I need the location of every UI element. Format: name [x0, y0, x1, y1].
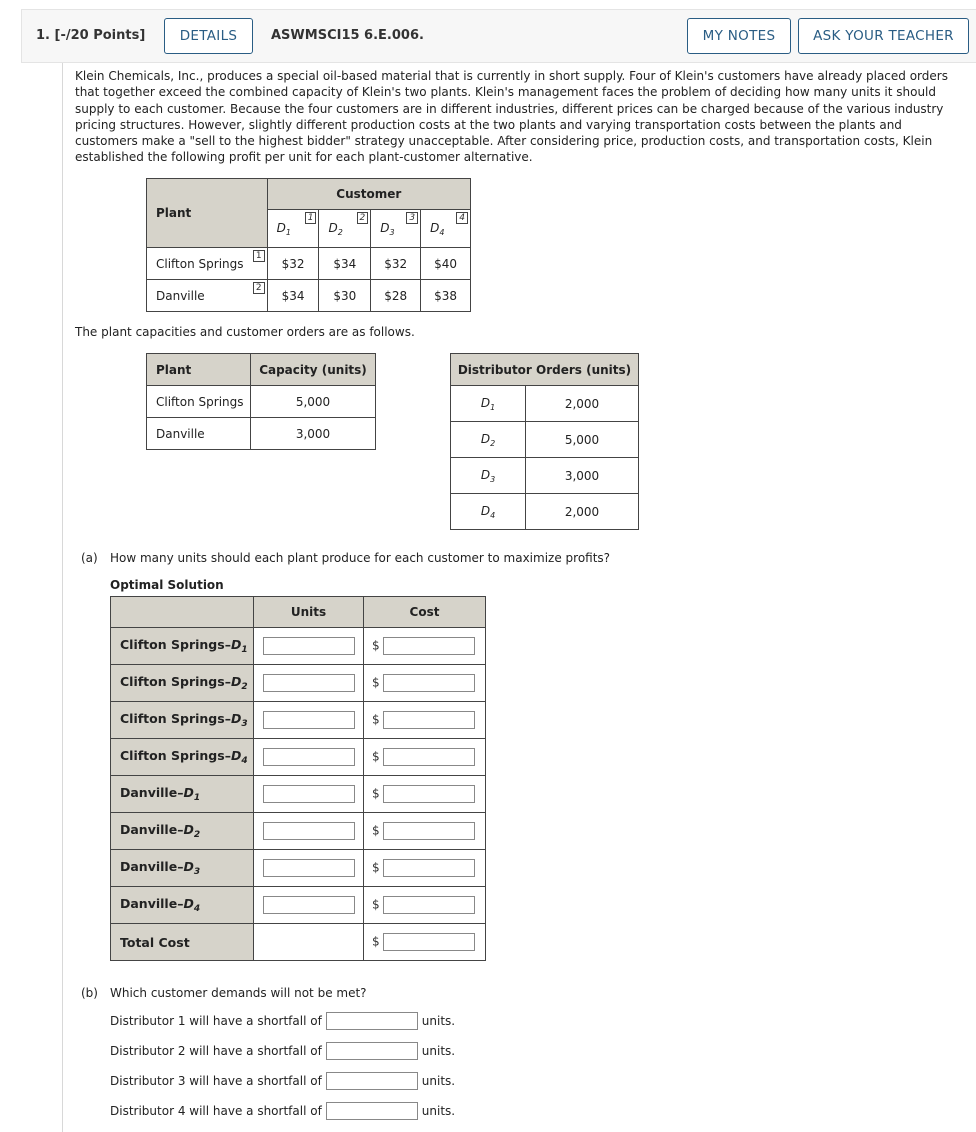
units-header: Units — [254, 597, 364, 628]
cost-input[interactable] — [383, 748, 475, 766]
left-rule — [62, 63, 63, 1132]
opt-units-cell — [254, 628, 364, 665]
orders-distributor: $D_4$ — [451, 494, 526, 530]
units-input[interactable] — [263, 785, 355, 803]
tag-1: 1 — [305, 212, 317, 224]
opt-row-label: Danville–$D_4$ — [111, 887, 254, 924]
profit-cell: $28 — [371, 280, 421, 312]
orders-table — [450, 353, 639, 530]
profit-plant-header: Plant — [147, 179, 268, 248]
units-input[interactable] — [263, 822, 355, 840]
optimal-solution-table — [110, 596, 486, 961]
opt-cost-cell: $ — [364, 776, 486, 813]
opt-corner — [111, 597, 254, 628]
part-b-question: Which customer demands will not be met? — [110, 986, 367, 1000]
units-input[interactable] — [263, 637, 355, 655]
opt-row — [111, 850, 486, 887]
opt-row — [111, 887, 486, 924]
opt-row-label: Clifton Springs–$D_2$ — [111, 665, 254, 702]
question-code: ASWMSCI15 6.E.006. — [271, 28, 424, 43]
my-notes-button[interactable]: MY NOTES — [687, 18, 791, 54]
capacities-caption: The plant capacities and customer orders are as follows. — [75, 325, 415, 339]
profit-cell: $32 — [267, 248, 319, 280]
shortfall-row-4: Distributor 4 will have a shortfall of units. — [110, 1104, 456, 1118]
opt-row — [111, 702, 486, 739]
ask-teacher-button[interactable]: ASK YOUR TEACHER — [798, 18, 969, 54]
part-a-label: (a) — [81, 551, 98, 565]
orders-value: 2,000 — [526, 386, 639, 422]
shortfall-input-3[interactable] — [326, 1072, 418, 1090]
profit-cell: $40 — [421, 248, 471, 280]
orders-header: Distributor Orders (units) — [451, 354, 639, 386]
profit-table — [146, 178, 471, 312]
cost-input[interactable] — [383, 711, 475, 729]
profit-cell: $38 — [421, 280, 471, 312]
opt-cost-cell: $ — [364, 739, 486, 776]
cost-input[interactable] — [383, 896, 475, 914]
total-cost-cell: $ — [364, 924, 486, 961]
opt-row — [111, 813, 486, 850]
opt-cost-cell: $ — [364, 702, 486, 739]
opt-row-label: Clifton Springs–$D_3$ — [111, 702, 254, 739]
shortfall-input-4[interactable] — [326, 1102, 418, 1120]
customer-d3-header: $D_3$ 3 — [371, 210, 421, 248]
capacity-value: 5,000 — [251, 386, 376, 418]
total-cost-input[interactable] — [383, 933, 475, 951]
shortfall-row-3: Distributor 3 will have a shortfall of units. — [110, 1074, 456, 1088]
capacity-table — [146, 353, 376, 450]
opt-units-cell — [254, 850, 364, 887]
capacity-plant-name: Clifton Springs — [147, 386, 251, 418]
opt-units-cell — [254, 702, 364, 739]
opt-cost-cell: $ — [364, 628, 486, 665]
opt-row — [111, 739, 486, 776]
profit-cell: $34 — [267, 280, 319, 312]
opt-row — [111, 665, 486, 702]
shortfall-input-1[interactable] — [326, 1012, 418, 1030]
customer-d4-header: $D_4$ 4 — [421, 210, 471, 248]
optimal-solution-title: Optimal Solution — [110, 578, 224, 592]
opt-row — [111, 628, 486, 665]
profit-cell: $34 — [319, 248, 371, 280]
shortfall-row-2: Distributor 2 will have a shortfall of units. — [110, 1044, 456, 1058]
tag-4: 4 — [456, 212, 468, 224]
capacity-plant-header: Plant — [147, 354, 251, 386]
profit-cell: $32 — [371, 248, 421, 280]
tag-3: 3 — [406, 212, 418, 224]
opt-row-label: Clifton Springs–$D_1$ — [111, 628, 254, 665]
orders-distributor: $D_2$ — [451, 422, 526, 458]
part-b-label: (b) — [81, 986, 98, 1000]
opt-row-label: Danville–$D_2$ — [111, 813, 254, 850]
question-number: 1. [-/20 Points] — [36, 28, 146, 43]
profit-cell: $30 — [319, 280, 371, 312]
opt-cost-cell: $ — [364, 665, 486, 702]
cost-input[interactable] — [383, 637, 475, 655]
capacity-plant-name: Danville — [147, 418, 251, 450]
opt-units-cell — [254, 776, 364, 813]
profit-customer-header: Customer — [267, 179, 470, 210]
orders-value: 5,000 — [526, 422, 639, 458]
opt-row-label: Danville–$D_3$ — [111, 850, 254, 887]
opt-row-label: Clifton Springs–$D_4$ — [111, 739, 254, 776]
total-units-empty — [254, 924, 364, 961]
cost-input[interactable] — [383, 785, 475, 803]
orders-value: 2,000 — [526, 494, 639, 530]
cost-input[interactable] — [383, 822, 475, 840]
profit-row-danville: Danville 2 — [147, 280, 268, 312]
opt-units-cell — [254, 887, 364, 924]
cost-input[interactable] — [383, 674, 475, 692]
customer-d2-header: $D_2$ 2 — [319, 210, 371, 248]
units-input[interactable] — [263, 674, 355, 692]
intro-paragraph: Klein Chemicals, Inc., produces a special oil-based material that is currently in short supply. Four of Klein's customers have already placed orders that together exceed the combined capacity of Klein's two plants. Klein's management faces the problem of deciding how many units it should supply to each customer. Because the four customers are in different industries, different prices can be charged because of the various industry pricing structures. However, slightly different production costs at the two plants and varying transportation costs between the plants and customers make a "sell to the highest bidder" strategy unacceptable. After considering price, production costs, and transportation costs, Klein established the following profit per unit for each plant-customer alternative. — [75, 69, 948, 165]
opt-row-label: Danville–$D_1$ — [111, 776, 254, 813]
capacity-value: 3,000 — [251, 418, 376, 450]
shortfall-input-2[interactable] — [326, 1042, 418, 1060]
opt-units-cell — [254, 665, 364, 702]
units-input[interactable] — [263, 711, 355, 729]
units-input[interactable] — [263, 896, 355, 914]
opt-row — [111, 776, 486, 813]
opt-cost-cell: $ — [364, 813, 486, 850]
customer-d1-header: $D_1$ 1 — [267, 210, 319, 248]
tag-2: 2 — [357, 212, 369, 224]
question-header — [21, 9, 976, 63]
orders-distributor: $D_1$ — [451, 386, 526, 422]
capacity-header: Capacity (units) — [251, 354, 376, 386]
units-input[interactable] — [263, 859, 355, 877]
orders-distributor: $D_3$ — [451, 458, 526, 494]
profit-row-clifton: Clifton Springs 1 — [147, 248, 268, 280]
part-a-question: How many units should each plant produce for each customer to maximize profits? — [110, 551, 611, 565]
total-cost-label: Total Cost — [111, 924, 254, 961]
units-input[interactable] — [263, 748, 355, 766]
details-button[interactable]: DETAILS — [164, 18, 253, 54]
cost-header: Cost — [364, 597, 486, 628]
opt-cost-cell: $ — [364, 887, 486, 924]
shortfall-row-1: Distributor 1 will have a shortfall of units. — [110, 1014, 456, 1028]
cost-input[interactable] — [383, 859, 475, 877]
opt-units-cell — [254, 813, 364, 850]
opt-units-cell — [254, 739, 364, 776]
orders-value: 3,000 — [526, 458, 639, 494]
opt-cost-cell: $ — [364, 850, 486, 887]
